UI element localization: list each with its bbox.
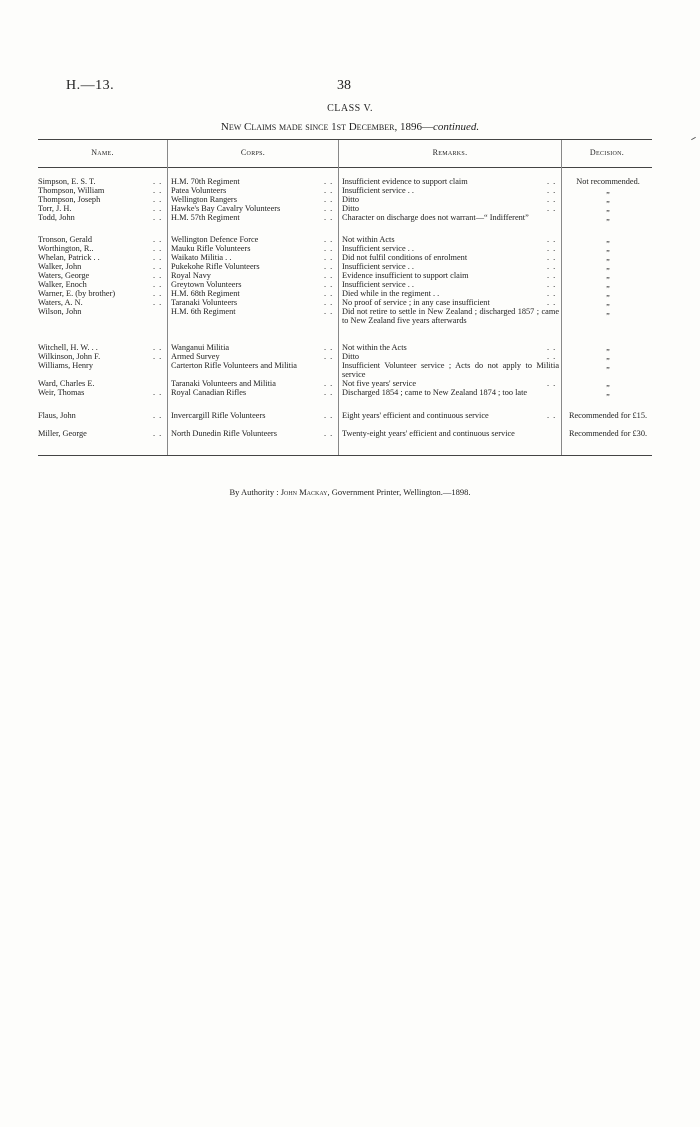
leader-dots: . . bbox=[547, 253, 557, 262]
leader-dots: . . bbox=[153, 411, 163, 420]
remarks-cell: Evidence insufficient to support claim bbox=[342, 271, 469, 280]
decision-cell: „ bbox=[606, 298, 610, 307]
remarks-cell: Did not fulfil conditions of enrolment bbox=[342, 253, 468, 262]
remarks-cell: Ditto bbox=[342, 352, 360, 361]
leader-dots: . . bbox=[153, 253, 163, 262]
leader-dots: . . bbox=[324, 379, 334, 388]
remarks-cell: Not five years' service bbox=[342, 379, 417, 388]
leader-dots: . . bbox=[153, 204, 163, 213]
leader-dots: . . bbox=[153, 343, 163, 352]
claimant-name: Williams, Henry bbox=[38, 361, 93, 370]
leader-dots: . . bbox=[547, 244, 557, 253]
leader-dots: . . bbox=[547, 298, 557, 307]
corps-cell: Royal Canadian Rifles bbox=[171, 388, 247, 397]
corps-cell: Hawke's Bay Cavalry Volunteers bbox=[171, 204, 281, 213]
decision-cell: „ bbox=[606, 280, 610, 289]
decision-cell: „ bbox=[606, 361, 610, 370]
decision-cell: „ bbox=[606, 204, 610, 213]
decision-cell: „ bbox=[606, 388, 610, 397]
decision-cell: „ bbox=[606, 235, 610, 244]
leader-dots: . . bbox=[153, 177, 163, 186]
decision-cell: „ bbox=[606, 307, 610, 316]
leader-dots: . . bbox=[153, 244, 163, 253]
claimant-name: Weir, Thomas bbox=[38, 388, 85, 397]
leader-dots: . . bbox=[153, 388, 163, 397]
remarks-cell: Character on discharge does not warrant—“ Indifferent” bbox=[342, 213, 529, 222]
corps-cell: Patea Volunteers bbox=[171, 186, 227, 195]
claimant-name: Wilkinson, John F. bbox=[38, 352, 101, 361]
document-reference: H.—13. bbox=[66, 78, 115, 93]
decision-cell: „ bbox=[606, 244, 610, 253]
leader-dots: . . bbox=[547, 262, 557, 271]
claimant-name: Warner, E. (by brother) bbox=[38, 289, 116, 298]
decision-cell: „ bbox=[606, 271, 610, 280]
column-header-corps: Corps. bbox=[240, 148, 266, 157]
table-top-rule bbox=[38, 139, 652, 140]
corps-cell: Waikato Militia . . bbox=[171, 253, 232, 262]
leader-dots: . . bbox=[153, 262, 163, 271]
leader-dots: . . bbox=[324, 262, 334, 271]
leader-dots: . . bbox=[324, 235, 334, 244]
claimant-name: Wilson, John bbox=[38, 307, 82, 316]
leader-dots: . . bbox=[324, 271, 334, 280]
leader-dots: . . bbox=[153, 195, 163, 204]
decision-cell: Recommended for £15. bbox=[568, 411, 648, 420]
leader-dots: . . bbox=[547, 289, 557, 298]
remarks-cell: Insufficient service . . bbox=[342, 186, 414, 195]
leader-dots: . . bbox=[324, 195, 334, 204]
leader-dots: . . bbox=[324, 244, 334, 253]
corps-cell: Invercargill Rifle Volunteers bbox=[171, 411, 266, 420]
claimant-name: Thompson, Joseph bbox=[38, 195, 101, 204]
leader-dots: . . bbox=[324, 177, 334, 186]
leader-dots: . . bbox=[547, 204, 557, 213]
decision-cell: „ bbox=[606, 262, 610, 271]
corps-cell: H.M. 6th Regiment bbox=[171, 307, 236, 316]
claimant-name: Waters, A. N. bbox=[38, 298, 83, 307]
table-bottom-rule bbox=[38, 455, 652, 456]
page-number: 38 bbox=[337, 78, 351, 93]
leader-dots: . . bbox=[324, 186, 334, 195]
corps-cell: Pukekohe Rifle Volunteers bbox=[171, 262, 260, 271]
class-title: CLASS V. bbox=[327, 103, 373, 114]
decision-cell: „ bbox=[606, 253, 610, 262]
remarks-cell: Ditto bbox=[342, 204, 360, 213]
leader-dots: . . bbox=[547, 280, 557, 289]
column-header-remarks: Remarks. bbox=[432, 148, 468, 157]
claimant-name: Ward, Charles E. bbox=[38, 379, 95, 388]
remarks-cell: Died while in the regiment . . bbox=[342, 289, 440, 298]
corps-cell: Royal Navy bbox=[171, 271, 211, 280]
leader-dots: . . bbox=[153, 429, 163, 438]
leader-dots: . . bbox=[324, 411, 334, 420]
printer-imprint bbox=[0, 487, 700, 497]
column-divider bbox=[338, 140, 339, 455]
remarks-cell: Ditto bbox=[342, 195, 360, 204]
leader-dots: . . bbox=[324, 388, 334, 397]
column-divider bbox=[167, 140, 168, 455]
table-subtitle bbox=[0, 121, 700, 133]
decision-cell: Not recommended. bbox=[576, 177, 640, 186]
leader-dots: . . bbox=[324, 429, 334, 438]
leader-dots: . . bbox=[547, 343, 557, 352]
claimant-name: Thompson, William bbox=[38, 186, 105, 195]
leader-dots: . . bbox=[547, 379, 557, 388]
header-bottom-rule bbox=[38, 167, 652, 168]
claimant-name: Waters, George bbox=[38, 271, 90, 280]
claimant-name: Worthington, R.. bbox=[38, 244, 94, 253]
leader-dots: . . bbox=[153, 213, 163, 222]
corps-cell: Wellington Rangers bbox=[171, 195, 237, 204]
claimant-name: Witchell, H. W. . . bbox=[38, 343, 98, 352]
claimant-name: Todd, John bbox=[38, 213, 75, 222]
imprint-suffix: , Government Printer, Wellington.—1898. bbox=[327, 487, 471, 497]
claimant-name: Tronson, Gerald bbox=[38, 235, 93, 244]
leader-dots: . . bbox=[547, 195, 557, 204]
leader-dots: . . bbox=[324, 253, 334, 262]
remarks-cell: Not within Acts bbox=[342, 235, 395, 244]
leader-dots: . . bbox=[153, 235, 163, 244]
leader-dots: . . bbox=[324, 298, 334, 307]
leader-dots: . . bbox=[153, 280, 163, 289]
margin-mark bbox=[691, 137, 696, 140]
leader-dots: . . bbox=[153, 289, 163, 298]
corps-cell: H.M. 70th Regiment bbox=[171, 177, 240, 186]
corps-cell: Wanganui Militia bbox=[171, 343, 230, 352]
leader-dots: . . bbox=[153, 298, 163, 307]
remarks-cell: Discharged 1854 ; came to New Zealand 1874 ; too late bbox=[342, 388, 528, 397]
corps-cell: H.M. 68th Regiment bbox=[171, 289, 240, 298]
remarks-cell: Did not retire to settle in New Zealand ; discharged 1857 ; came to New Zealand five years afterwards bbox=[342, 307, 559, 326]
claimant-name: Walker, John bbox=[38, 262, 82, 271]
claimant-name: Miller, George bbox=[38, 429, 87, 438]
decision-cell: „ bbox=[606, 343, 610, 352]
decision-cell: „ bbox=[606, 289, 610, 298]
imprint-prefix: By Authority : bbox=[229, 487, 279, 497]
claimant-name: Simpson, E. S. T. bbox=[38, 177, 96, 186]
leader-dots: . . bbox=[547, 271, 557, 280]
remarks-cell: Insufficient service . . bbox=[342, 280, 414, 289]
decision-cell: „ bbox=[606, 379, 610, 388]
leader-dots: . . bbox=[547, 177, 557, 186]
leader-dots: . . bbox=[153, 352, 163, 361]
corps-cell: Mauku Rifle Volunteers bbox=[171, 244, 251, 253]
remarks-cell: Insufficient service . . bbox=[342, 244, 414, 253]
claimant-name: Torr, J. H. bbox=[38, 204, 72, 213]
column-header-decision: Decision. bbox=[589, 148, 625, 157]
subtitle-main: New Claims made since 1st December, 1896— bbox=[220, 121, 433, 133]
decision-cell: Recommended for £30. bbox=[568, 429, 648, 438]
leader-dots: . . bbox=[547, 411, 557, 420]
decision-cell: „ bbox=[606, 213, 610, 222]
remarks-cell: Insufficient evidence to support claim bbox=[342, 177, 468, 186]
corps-cell: Greytown Volunteers bbox=[171, 280, 242, 289]
corps-cell: Armed Survey bbox=[171, 352, 220, 361]
leader-dots: . . bbox=[324, 204, 334, 213]
leader-dots: . . bbox=[153, 271, 163, 280]
remarks-cell: Insufficient service . . bbox=[342, 262, 414, 271]
leader-dots: . . bbox=[324, 280, 334, 289]
leader-dots: . . bbox=[324, 213, 334, 222]
claimant-name: Whelan, Patrick . . bbox=[38, 253, 100, 262]
column-header-name: Name. bbox=[91, 148, 114, 157]
remarks-cell: Not within the Acts bbox=[342, 343, 407, 352]
leader-dots: . . bbox=[324, 343, 334, 352]
corps-cell: Taranaki Volunteers bbox=[171, 298, 238, 307]
imprint-printer: John Mackay bbox=[280, 487, 328, 497]
leader-dots: . . bbox=[547, 352, 557, 361]
leader-dots: . . bbox=[153, 186, 163, 195]
corps-cell: North Dunedin Rifle Volunteers bbox=[171, 429, 277, 438]
corps-cell: Taranaki Volunteers and Militia bbox=[171, 379, 276, 388]
corps-cell: Carterton Rifle Volunteers and Militia bbox=[171, 361, 297, 370]
leader-dots: . . bbox=[324, 289, 334, 298]
corps-cell: Wellington Defence Force bbox=[171, 235, 259, 244]
leader-dots: . . bbox=[547, 235, 557, 244]
remarks-cell: Twenty-eight years' efficient and continuous service bbox=[342, 429, 515, 438]
remarks-cell: No proof of service ; in any case insufficient bbox=[342, 298, 490, 307]
decision-cell: „ bbox=[606, 195, 610, 204]
claimant-name: Walker, Enoch bbox=[38, 280, 87, 289]
leader-dots: . . bbox=[324, 307, 334, 316]
decision-cell: „ bbox=[606, 186, 610, 195]
corps-cell: H.M. 57th Regiment bbox=[171, 213, 240, 222]
remarks-cell: Eight years' efficient and continuous service bbox=[342, 411, 489, 420]
claimant-name: Flaus, John bbox=[38, 411, 76, 420]
subtitle-continued: continued. bbox=[432, 121, 480, 133]
leader-dots: . . bbox=[324, 352, 334, 361]
remarks-cell: Insufficient Volunteer service ; Acts do not apply to Militia service bbox=[342, 361, 559, 380]
leader-dots: . . bbox=[547, 186, 557, 195]
decision-cell: „ bbox=[606, 352, 610, 361]
